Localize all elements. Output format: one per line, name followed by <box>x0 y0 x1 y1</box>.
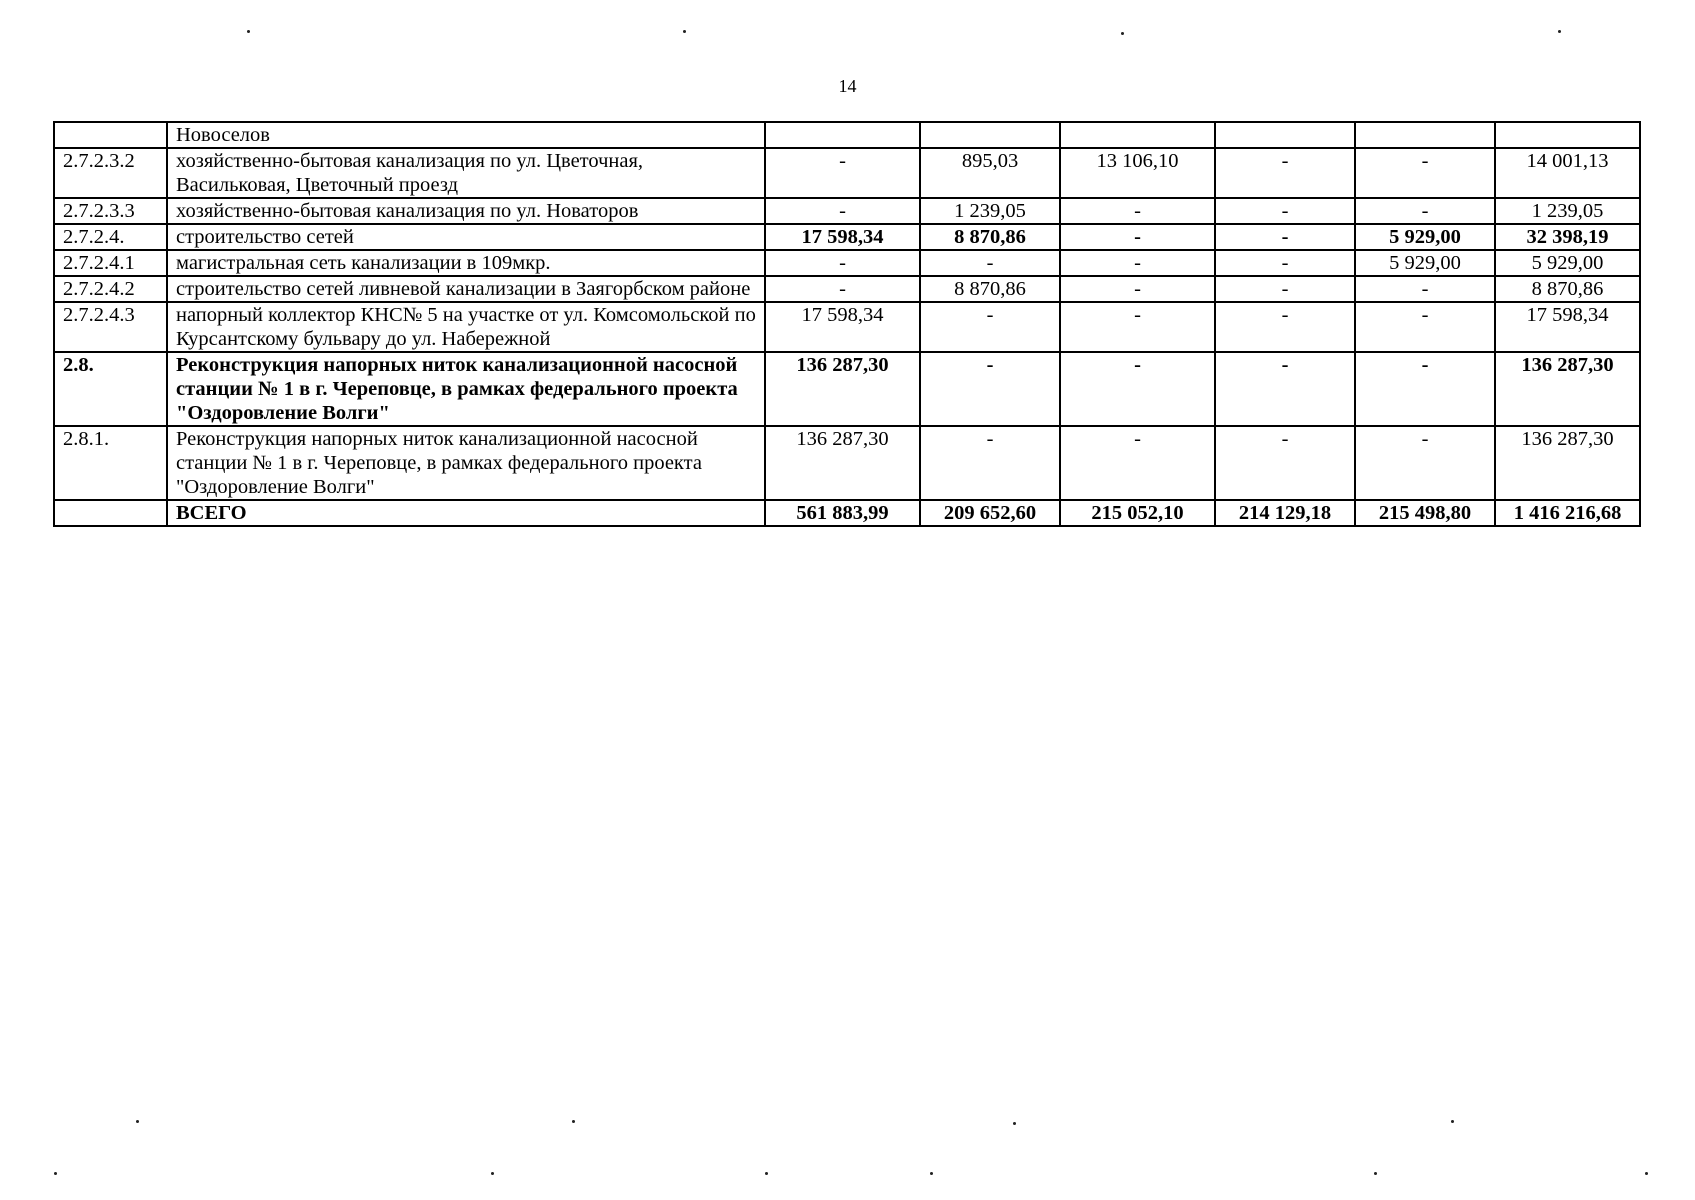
row-value-3: - <box>1060 250 1215 276</box>
scan-dot <box>1558 30 1561 33</box>
scan-dot <box>54 1172 57 1175</box>
row-value-6: 14 001,13 <box>1495 148 1640 198</box>
page-number: 14 <box>838 76 857 96</box>
row-value-1: 136 287,30 <box>765 352 920 426</box>
table-row <box>54 352 1640 426</box>
row-value-6: 136 287,30 <box>1495 352 1640 426</box>
scan-dot <box>247 30 250 33</box>
row-value-3: 13 106,10 <box>1060 148 1215 198</box>
row-code <box>54 122 167 148</box>
row-name: напорный коллектор КНС№ 5 на участке от ул. Комсомольской по Курсантскому бульвару до ул. Набережной <box>167 302 765 352</box>
row-value-3: - <box>1060 302 1215 352</box>
row-name: хозяйственно-бытовая канализация по ул. Цветочная, Васильковая, Цветочный проезд <box>167 148 765 198</box>
table-row <box>54 276 1640 302</box>
scan-dot <box>491 1172 494 1175</box>
row-value-5: 5 929,00 <box>1355 250 1495 276</box>
row-value-3: - <box>1060 426 1215 500</box>
row-code: 2.8.1. <box>54 426 167 500</box>
row-value-3 <box>1060 122 1215 148</box>
row-value-2: 895,03 <box>920 148 1060 198</box>
scan-dot <box>136 1120 139 1123</box>
table-total-row <box>54 500 1640 526</box>
row-name: строительство сетей <box>167 224 765 250</box>
row-value-1: - <box>765 198 920 224</box>
row-code: 2.8. <box>54 352 167 426</box>
row-value-2: - <box>920 352 1060 426</box>
row-value-2: 209 652,60 <box>920 500 1060 526</box>
row-value-6: 17 598,34 <box>1495 302 1640 352</box>
row-value-5: - <box>1355 198 1495 224</box>
row-value-5 <box>1355 122 1495 148</box>
row-value-2: - <box>920 426 1060 500</box>
row-value-6: 5 929,00 <box>1495 250 1640 276</box>
table-row <box>54 302 1640 352</box>
row-code: 2.7.2.3.2 <box>54 148 167 198</box>
row-code: 2.7.2.3.3 <box>54 198 167 224</box>
row-code <box>54 500 167 526</box>
row-name: ВСЕГО <box>167 500 765 526</box>
row-value-5: 5 929,00 <box>1355 224 1495 250</box>
scan-dot <box>1374 1172 1377 1175</box>
row-value-1: - <box>765 148 920 198</box>
row-value-3: - <box>1060 224 1215 250</box>
row-value-6: 1 416 216,68 <box>1495 500 1640 526</box>
row-name: Реконструкция напорных ниток канализационной насосной станции № 1 в г. Череповце, в рамках федерального проекта "Оздоровление Волги" <box>167 426 765 500</box>
scan-dot <box>1121 32 1124 35</box>
row-value-4: - <box>1215 352 1355 426</box>
table-row <box>54 426 1640 500</box>
row-value-5: - <box>1355 426 1495 500</box>
row-value-1: 17 598,34 <box>765 302 920 352</box>
row-value-4: - <box>1215 148 1355 198</box>
table-row <box>54 224 1640 250</box>
row-value-6: 32 398,19 <box>1495 224 1640 250</box>
row-value-4: - <box>1215 198 1355 224</box>
row-value-1: 136 287,30 <box>765 426 920 500</box>
row-value-5: - <box>1355 148 1495 198</box>
scan-dot <box>765 1172 768 1175</box>
row-value-3: - <box>1060 352 1215 426</box>
row-value-2: 1 239,05 <box>920 198 1060 224</box>
scan-dot <box>683 30 686 33</box>
table-row <box>54 198 1640 224</box>
row-code: 2.7.2.4.3 <box>54 302 167 352</box>
scan-dot <box>1451 1120 1454 1123</box>
row-value-2: - <box>920 250 1060 276</box>
row-name: Новоселов <box>167 122 765 148</box>
row-value-1: 561 883,99 <box>765 500 920 526</box>
row-value-3: - <box>1060 276 1215 302</box>
row-value-6: 1 239,05 <box>1495 198 1640 224</box>
row-value-1 <box>765 122 920 148</box>
scan-dot <box>1013 1122 1016 1125</box>
table-row <box>54 250 1640 276</box>
scan-dot <box>572 1120 575 1123</box>
row-value-1: - <box>765 250 920 276</box>
row-code: 2.7.2.4. <box>54 224 167 250</box>
row-value-5: - <box>1355 352 1495 426</box>
row-code: 2.7.2.4.1 <box>54 250 167 276</box>
row-value-4 <box>1215 122 1355 148</box>
row-value-4: 214 129,18 <box>1215 500 1355 526</box>
scan-dot <box>1645 1172 1648 1175</box>
budget-table <box>53 121 1641 527</box>
row-name: хозяйственно-бытовая канализация по ул. Новаторов <box>167 198 765 224</box>
row-value-6: 136 287,30 <box>1495 426 1640 500</box>
table-row <box>54 148 1640 198</box>
row-value-5: - <box>1355 276 1495 302</box>
row-value-6 <box>1495 122 1640 148</box>
row-value-3: - <box>1060 198 1215 224</box>
row-value-5: - <box>1355 302 1495 352</box>
scan-dot <box>930 1172 933 1175</box>
row-value-4: - <box>1215 276 1355 302</box>
row-code: 2.7.2.4.2 <box>54 276 167 302</box>
row-value-4: - <box>1215 250 1355 276</box>
row-value-2 <box>920 122 1060 148</box>
row-name: Реконструкция напорных ниток канализационной насосной станции № 1 в г. Череповце, в рамках федерального проекта "Оздоровление Волги" <box>167 352 765 426</box>
row-value-4: - <box>1215 302 1355 352</box>
row-name: магистральная сеть канализации в 109мкр. <box>167 250 765 276</box>
row-value-1: - <box>765 276 920 302</box>
row-value-4: - <box>1215 426 1355 500</box>
row-value-4: - <box>1215 224 1355 250</box>
row-value-1: 17 598,34 <box>765 224 920 250</box>
table-row <box>54 122 1640 148</box>
row-value-5: 215 498,80 <box>1355 500 1495 526</box>
row-name: строительство сетей ливневой канализации в Заягорбском районе <box>167 276 765 302</box>
row-value-6: 8 870,86 <box>1495 276 1640 302</box>
row-value-3: 215 052,10 <box>1060 500 1215 526</box>
row-value-2: - <box>920 302 1060 352</box>
row-value-2: 8 870,86 <box>920 276 1060 302</box>
row-value-2: 8 870,86 <box>920 224 1060 250</box>
